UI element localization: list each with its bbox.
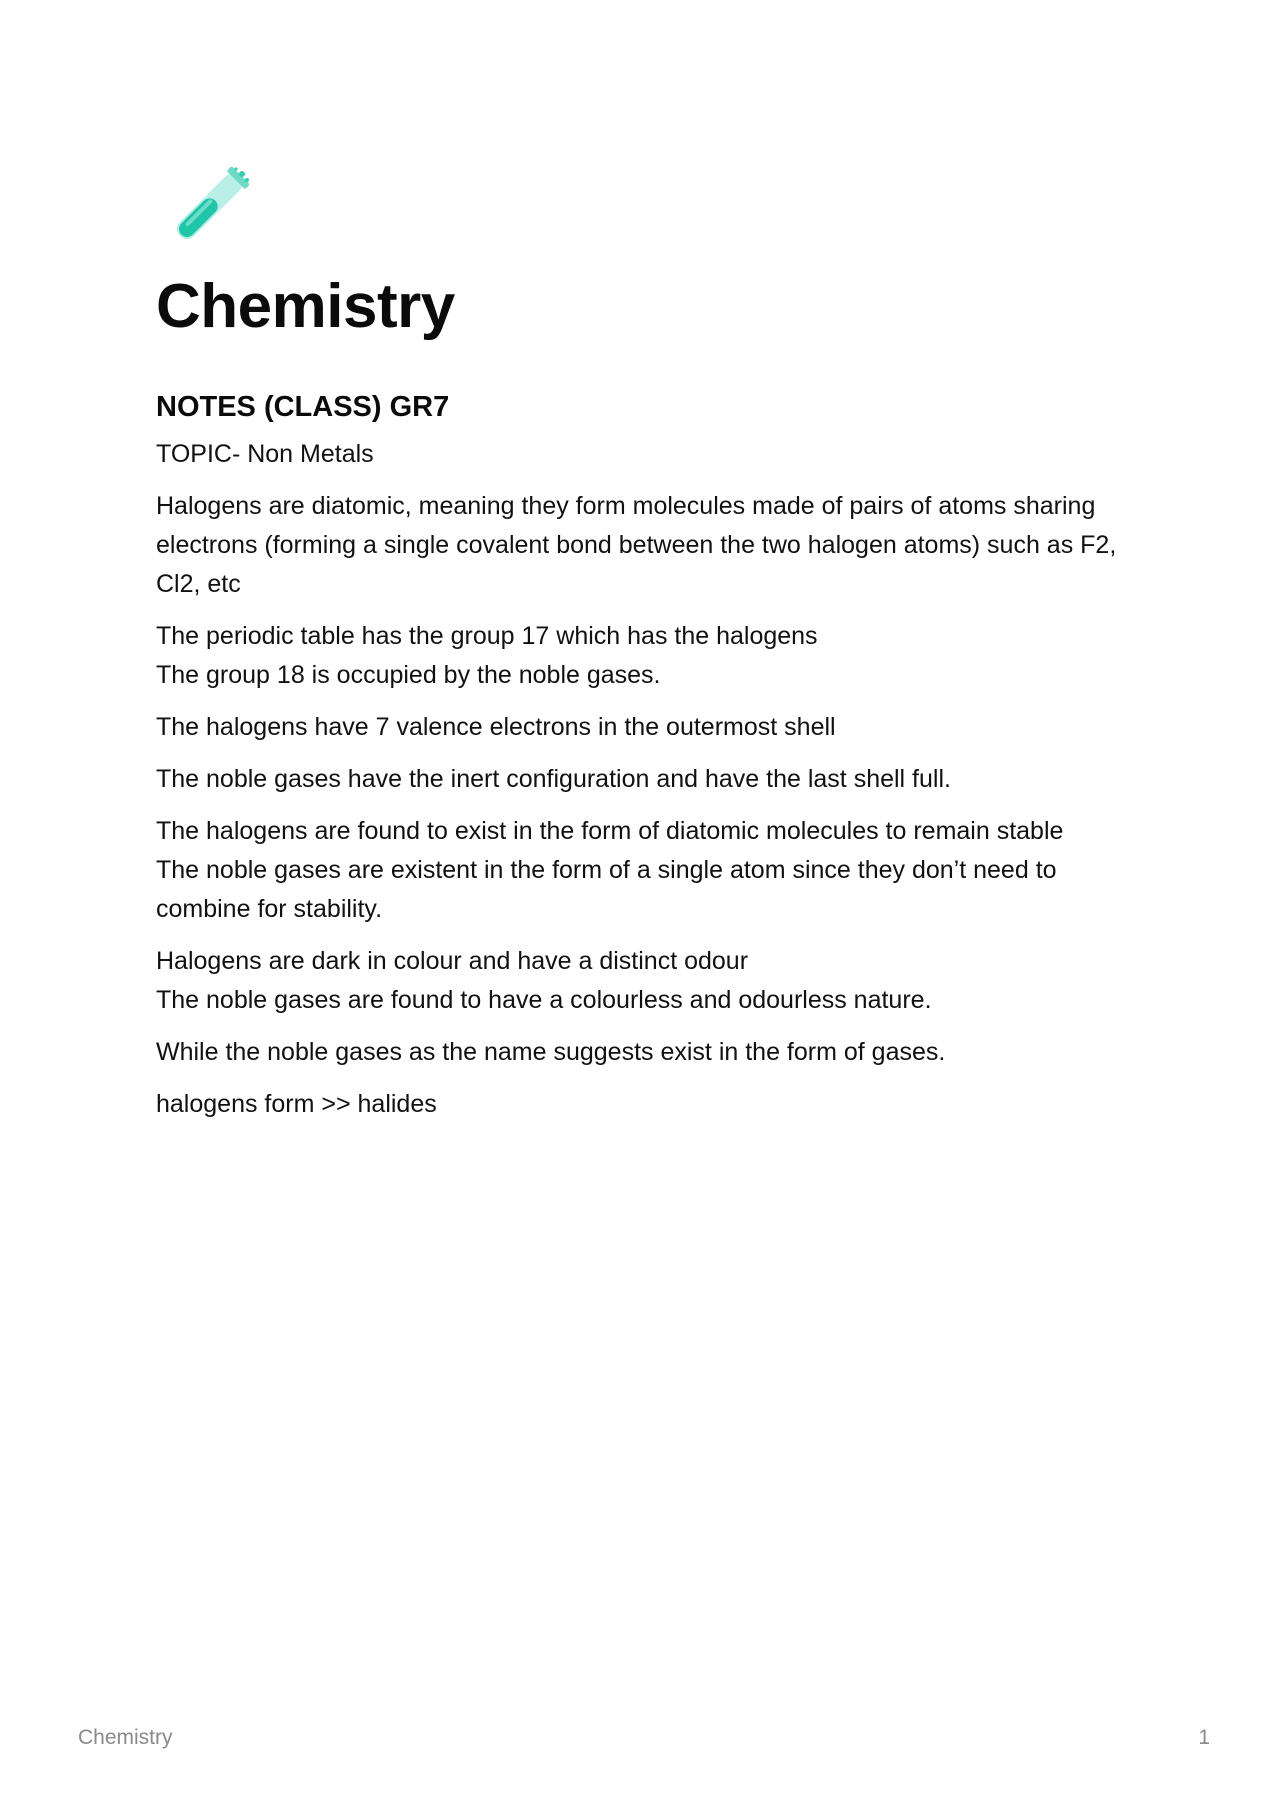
paragraph-inert: The noble gases have the inert configuration and have the last shell full. — [156, 764, 951, 793]
paragraph-groups: The periodic table has the group 17 which has the halogens The group 18 is occupied by the noble gases. — [156, 621, 818, 689]
test-tube-icon — [158, 166, 250, 258]
page-number: 1 — [1198, 1726, 1210, 1749]
paragraph-topic: TOPIC- Non Metals — [156, 439, 374, 468]
paragraph-stability: The halogens are found to exist in the form of diatomic molecules to remain stable The noble gases are existent in the form of a single atom since they don’t need to combine for stability. — [156, 816, 1064, 923]
footer-title: Chemistry — [78, 1726, 173, 1749]
notes-body — [156, 435, 1126, 1124]
paragraph-halides: halogens form >> halides — [156, 1089, 437, 1118]
section-heading: NOTES (CLASS) GR7 — [156, 391, 450, 423]
paragraph-gases: While the noble gases as the name suggests exist in the form of gases. — [156, 1037, 946, 1066]
page-content — [156, 166, 1126, 1137]
paragraph-colour: Halogens are dark in colour and have a distinct odour The noble gases are found to have a colourless and odourless nature. — [156, 946, 932, 1014]
paragraph-diatomic: Halogens are diatomic, meaning they form molecules made of pairs of atoms sharing electrons (forming a single covalent bond between the two halogen atoms) such as F2, Cl2, etc — [156, 491, 1117, 598]
page-title: Chemistry — [156, 272, 455, 341]
paragraph-valence: The halogens have 7 valence electrons in the outermost shell — [156, 712, 836, 741]
